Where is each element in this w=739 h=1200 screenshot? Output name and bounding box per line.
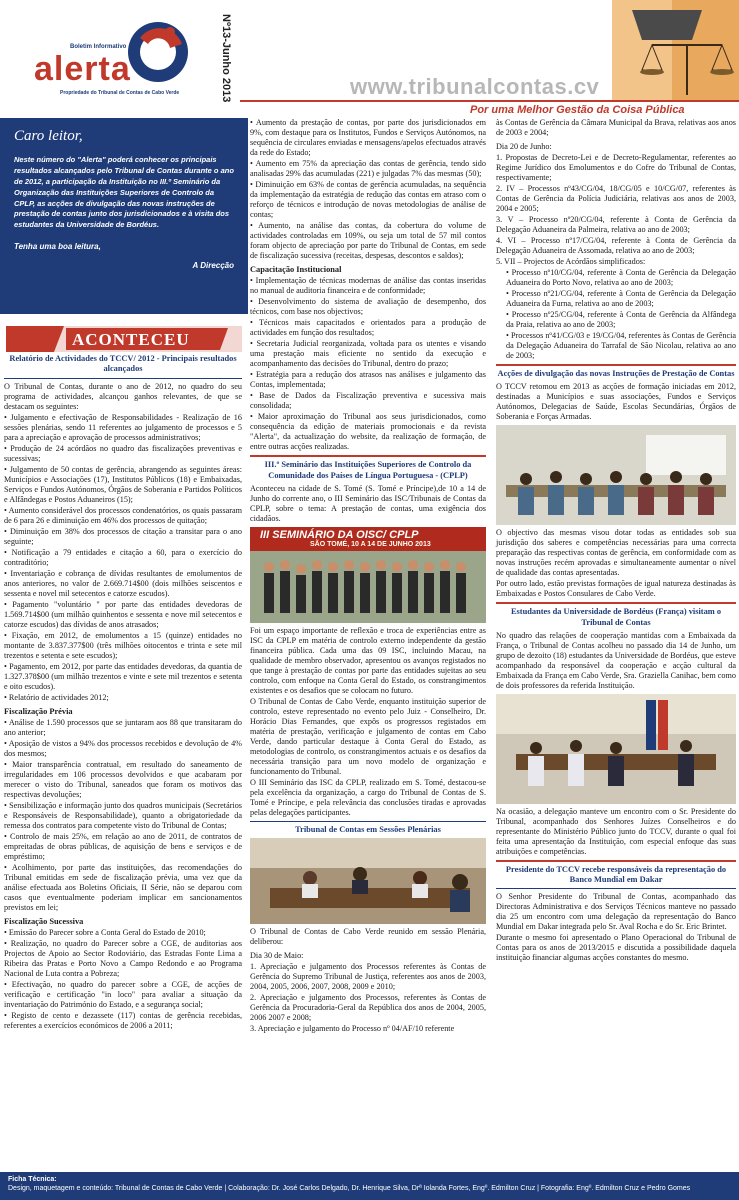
column-2	[250, 118, 486, 1035]
list-item: • Aposição de vistos a 94% dos processos recebidos e devolução de 4% dos mesmos;	[4, 738, 242, 758]
list-item: • Técnicos mais capacitados e orientados para a produção de actividades em função dos resultados;	[250, 318, 486, 338]
list-item: • Controlo de mais 25%, em relação ao ano de 2011, de contratos de empreitadas de obras públicas, de aquisição de bens e serviços e de empréstimo;	[4, 831, 242, 861]
seminar-photo-sub: SÃO TOMÉ, 10 A 14 DE JUNHO 2013	[310, 540, 431, 548]
editorial-signature: A Direcção	[192, 260, 234, 270]
plenary-cont: às Contas de Gerência da Câmara Municipal da Brava, relativas aos anos de 2003 e 2004;	[496, 118, 736, 137]
prev-list	[4, 718, 242, 913]
bordeaux-p2: Na ocasião, a delegação manteve um encontro com o Sr. Presidente do Tribunal, acompanhado dos Senhores Juízes Conselheiros e do representante do Ministério Público junto do TCCV, durante o qual foi feita uma apresentação da Instituição, com especial enfoque das suas atribuições e competências.	[496, 806, 736, 856]
masthead	[0, 0, 739, 118]
plenary-date-2: Dia 20 de Junho:	[496, 142, 552, 151]
logo-sub: Propriedade do Tribunal de Contas de Cabo Verde	[60, 90, 180, 96]
worldbank-title: Presidente do TCCV recebe responsáveis da representação do Banco Mundial em Dakar	[505, 864, 727, 884]
list-item: • Julgamento e efectivação de Responsabilidades - Realização de 16 sessões plenárias, sendo 11 referentes ao julgamento de processos e 5 para a apreciação e aprovação de processos administrativos;	[4, 412, 242, 442]
list-item: • Maior aproximação do Tribunal aos seus jurisdicionados, como consequência da edição de materiais promocionais e da revista "Alerta", da actualização do website, da realização de formação, de entre outras acções realizadas.	[250, 412, 486, 452]
plenary-photo	[250, 838, 486, 924]
divider	[250, 455, 486, 457]
divulgation-p3: Por outro lado, estão previstas formações de igual natureza destinadas às Embaixadas e Postos Consulares de Cabo Verde.	[496, 579, 736, 599]
plenary-p1: O Tribunal de Contas de Cabo Verde reunido em sessão Plenária, deliberou:	[250, 927, 486, 946]
list-item: • Fixação, em 2012, de emolumentos a 15 (quinze) entidades no montante de 3.837.377$00 (três milhões oitocentos e trinta e sete mil trezentos e setenta e sete escudos);	[4, 630, 242, 660]
divider	[4, 378, 242, 379]
list-item: • Pagamento "voluntário " por parte das entidades devedoras de 1.569.714$00 (um milhão quinhentos e sessenta e nove mil setecentos e catorze escudos) das dívidas de anos atrasados;	[4, 599, 242, 629]
editorial-body: Neste número do "Alerta" poderá conhecer os principais resultados alcançados pelo Tribunal de Contas durante o ano de 2012, a participação da Instituição no III.º Seminário da Organização das Instituições Superiores de Controlo da CPLP, as acções de divulgação das novas instruções de prestação de contas junto dos jurisdicionados e à visita dos estudantes da Universidade de Bordéus.	[14, 155, 234, 230]
seminar-title: III.º Seminário das Instituições Superiores de Controlo da Comunidade dos Países de Língua Portuguesa - (CPLP)	[264, 460, 472, 480]
plenary-title: Tribunal de Contas em Sessões Plenárias	[295, 824, 441, 834]
list-item: • Acolhimento, por parte das instituições, das recomendações do Tribunal emitidas em sede de fiscalização prévia, uma vez que da análise efectuada aos Boletins Oficiais, II Série, não se deparou com casos que eventualmente poderiam implicar em sancionamentos previstos em lei;	[4, 862, 242, 912]
plenary-list	[250, 962, 486, 1034]
succ-title: Fiscalização Sucessiva	[4, 916, 84, 926]
list-item: • Processo nº10/CG/04, referente à Conta de Gerência da Delegação Aduaneira do Porto Novo, relativa ao ano de 2003;	[506, 268, 736, 287]
list-item: • Produção de 24 acórdãos no quadro das fiscalizações preventivas e sucessivas;	[4, 443, 242, 463]
list-item: • Análise de 1.590 processos que se juntaram aos 88 que transitaram do ano anterior;	[4, 717, 242, 737]
seminar-p4: O III Seminário das ISC da CPLP, realizado em S. Tomé, destacou-se pela excelência da organização, a cargo do Tribunal de Contas de S. Tomé e Príncipe, e pela relevância das conclusões tiradas e aprovadas pelas delegações participantes.	[250, 777, 486, 817]
list-item: • Efectivação, no quadro do parecer sobre a CGE, de acções de verificação e certificação "in loco" para avaliar a situação da inventariação do Património do Estado, e a segurança social;	[4, 980, 242, 1009]
list-item: • Aumento em 75% da apreciação das contas de gerência, tendo sido analisadas 29% das acumuladas (221) e julgadas 7% das mesmas (50);	[250, 159, 486, 178]
plenary-list-2	[496, 153, 736, 267]
header-rule	[240, 100, 739, 102]
training-photo	[496, 425, 736, 525]
cap-title: Capacitação Institucional	[250, 265, 342, 274]
list-item: • Notificação a 79 entidades e citação a 60, para o exercício do contraditório;	[4, 547, 242, 567]
list-item: • Desenvolvimento do sistema de avaliação de desempenho, dos técnicos, com base nos objectivos;	[250, 297, 486, 317]
section-banner-label: ACONTECEU	[72, 330, 190, 349]
list-item: • Relatório de actividades 2012;	[4, 692, 109, 702]
list-item: 1. Propostas de Decreto-Lei e de Decreto-Regulamentar, referentes ao Regime Jurídico dos Emolumentos e do Cofre do Tribunal de Contas, respectivamente;	[496, 153, 736, 182]
list-item: 4. VI – Processo nº17/CG/04, referente à Conta de Gerência da Delegação Aduaneira de Assomada, relativa ao ano de 2003;	[496, 236, 736, 255]
bordeaux-photo	[496, 694, 736, 804]
divulgation-p1: O TCCV retomou em 2013 as acções de formação iniciadas em 2012, destinadas a Municípios e suas associações, Fundos e Serviços Autónomos, Delegacias de Saúde, Escolas Secundárias, Órgãos de Soberania e Forças Armadas.	[496, 382, 736, 422]
plenary-date: Dia 30 de Maio:	[250, 951, 304, 960]
seminar-p2: Foi um espaço importante de reflexão e troca de experiências entre as ISC da CPLP em matéria de controlo externo independente da gestão financeira pública. Cada uma das 09 ISC, incluindo Macau, na qualidade de membro observador, apresentou os avanços registados no que tange à prestação de contas por parte das entidades sujeitas ao seu controlo, com enfoque na Conta Geral do Estado, os constrangimentos existentes e os desafios que se colocam no futuro.	[250, 625, 486, 695]
list-item: 1. Apreciação e julgamento dos Processos referentes às Contas de Gerência do Supremo Tribunal de Justiça, referentes aos anos de 2003, 2004, 2005, 2006, 2007, 2008, 2009 e 2010;	[250, 962, 486, 991]
list-item: • Processo nº21/CG/04, referente à Conta de Gerência da Delegação Aduaneira da Furna, relativa ao ano de 2003;	[506, 289, 736, 308]
list-item: • Inventariação e cobrança de dívidas resultantes de emolumentos de anos anteriores, no valor de 2.669.714$00 (dois milhões seiscentos e sessenta e novel mil setecentos e catorze escudos).	[4, 568, 242, 598]
divulgation-p2: O objectivo das mesmas visou dotar todas as entidades sob sua jurisdição dos saberes e competências necessárias para uma correcta preparação das respectivas contas de gerência, em conformidade com as novas instruções recém aprovadas e simultaneamente aumentar o nível de qualidade das contas apresentadas.	[496, 528, 736, 578]
report-list	[4, 413, 242, 703]
divulgation-title: Acções de divulgação das novas Instruções de Prestação de Contas	[497, 369, 735, 378]
tagline: Por uma Melhor Gestão da Coisa Pública	[470, 104, 685, 116]
list-item: • Realização, no quadro do Parecer sobre a CGE, de auditorias aos Projectos de Apoio ao Sector Rodoviário, das Estradas Fonte Lima a Ribeira das Pratas e Porto Novo a Campo Redondo e ao Programa Nacional de Luta contra a Pobreza;	[4, 939, 242, 978]
worldbank-p1: O Senhor Presidente do Tribunal de Contas, acompanhado das Directoras Administrativa e dos Serviços Técnicos manteve no passado dia 25 um encontro com uma delegação da representação do Banco Mundial em Dakar integrada pelo Sr. Aval Rocha e do Sr. Eric Brintet.	[496, 892, 736, 932]
editorial-greeting: Caro leitor,	[14, 128, 83, 144]
column-1	[4, 352, 242, 1032]
seminar-p3: O Tribunal de Contas de Cabo Verde, enquanto instituição superior de controlo, esteve representado no evento pelo Juiz - Conselheiro, Dr. Horácio Dias Fernandes, que expôs os progressos registados em matéria de prestação, verificação e julgamento de contas em Cabo Verde, dando particular destaque à Conta Geral do Estado, as metodologias de controlo, os constrangimentos actuais e os desafios da necessária transição para um novo modelo de organização e funcionamento do Tribunal.	[250, 696, 486, 776]
list-item: • Aumento da prestação de contas, por parte dos jurisdicionados em 9%, com destaque para os Institutos, Fundos e Serviços Autónomos, na sequência de circulares enviadas e mensagens/apelos efectuados através da rede do Estado;	[250, 118, 486, 157]
footer-credits: Design, maquetagem e conteúdo: Tribunal de Contas de Cabo Verde | Colaboração: Dr. José Carlos Delgado, Dr. Henrique Silva, Drª Iolanda Fortes, Engº. Edmilton Cruz | Fotografia: Engº. Edmilton Cruz e Pedro Gomes	[8, 1185, 691, 1193]
report-title: Relatório de Actividades do TCCV/ 2012 - Principais resultados alcançados	[9, 354, 237, 374]
column-3	[496, 118, 736, 964]
divider	[496, 888, 736, 889]
list-item: 2. IV – Processos nº43/CG/04, 18/CG/05 e 10/CG/07, referentes às Contas de Gerência da Polícia Judiciária, relativas aos anos de 2003, 2004 e 2005;	[496, 184, 736, 213]
cap-list	[250, 276, 486, 452]
prev-title: Fiscalização Prévia	[4, 706, 73, 716]
list-item: • Diminuição em 38% dos processos de citação a transitar para o ano seguinte;	[4, 526, 242, 546]
list-item: • Aumento, na análise das contas, da cobertura do volume de actividades controladas em 109%, ou seja um total de 57 mil contos foram objecto de apreciação por parte do Tribunal de Contas, em sede de fiscalização sucessiva (receitas, despesas, descontos e saldos);	[250, 221, 486, 260]
divider	[496, 364, 736, 366]
succ-list	[4, 928, 242, 1031]
list-item: • Implementação de técnicas modernas de análise das contas inseridas no manual de auditoria financeira e de conformidade;	[250, 276, 486, 296]
list-item: • Estratégia para a redução dos atrasos nas análises e julgamento das Contas, implementada;	[250, 370, 486, 390]
list-item: • Maior transparência contratual, em resultado do saneamento de irregularidades em 106 processos devolvidos e que acabaram por merecer o visto do Tribunal, saneados que foram os motivos das respectivas devoluções;	[4, 759, 242, 799]
list-item: 5. VII – Projectos de Acórdãos simplificados:	[496, 257, 646, 266]
list-item: 3. Apreciação e julgamento do Processo nº 04/AF/10 referente	[250, 1024, 455, 1033]
list-item: • Registo de cento e dezassete (117) contas de gerência recebidas, referentes a exercícios económicos de 2006 a 2011;	[4, 1011, 242, 1030]
seminar-photo	[250, 527, 486, 623]
bordeaux-title: Estudantes da Universidade de Bordéus (França) visitam o Tribunal de Contas	[510, 607, 722, 627]
logo-small: Boletim Informativo	[70, 44, 127, 50]
results-list	[250, 118, 486, 261]
issue-number: Nº13-Junho 2013	[220, 14, 232, 103]
list-item: 2. Apreciação e julgamento dos Processos, referentes às Contas de Gerência da Procuradoria-Geral da República dos anos de 2004, 2005, 2006 2007 e 2008;	[250, 993, 486, 1022]
list-item: • Processos nº41/CG/03 e 19/CG/04, referentes às Contas de Gerência da Delegação Aduaneira do Tarrafal de São Nicolau, relativa ao ano de 2003;	[506, 331, 736, 360]
list-item: • Sensibilização e informação junto dos quadros municipais (Secretários e Responsáveis de Responsabilidade), quanto a obrigatoriedade da remessa dos contratos para competente visto do Tribunal de Contas;	[4, 800, 242, 830]
list-item: • Emissão do Parecer sobre a Conta Geral do Estado de 2010;	[4, 928, 206, 937]
list-item: • Secretaria Judicial reorganizada, voltada para os utentes e visando uma prestação mais eficiente no sentido da execução e acompanhamento das decisões do Tribunal, dentro do prazo;	[250, 339, 486, 369]
list-item: • Base de Dados da Fiscalização preventiva e sucessiva mais consolidada;	[250, 391, 486, 411]
divider	[496, 860, 736, 862]
seminar-photo-banner: III SEMINÁRIO DA OISC/ CPLP	[260, 528, 419, 541]
list-item: • Pagamento, em 2012, por parte das entidades devedoras, da quantia de 1.327.378$00 (um milhão trezentos e vinte e sete mil trezentos e setenta e oito escudos).	[4, 661, 242, 691]
list-item: • Diminuição em 63% de contas de gerência acumuladas, na sequência da implementação da estratégia de redução das contas em atraso com o reforço de técnicos e introdução de novas metodologias de análise de contas;	[250, 180, 486, 219]
bordeaux-p1: No quadro das relações de cooperação mantidas com a Embaixada da França, o Tribunal de Contas acolheu no passado dia 14 de Junho, um grupo de dezoito (18) estudantes da Universidade de Bordéus, que esteve acompanhado da responsável da cooperação e acção cultural da Embaixada da França em Cabo Verde, Sra. Graziella Canihac, bem como de dois professores da referida Instituição.	[496, 630, 736, 690]
footer-label: Ficha Técnica:	[8, 1176, 57, 1183]
seminar-p1: Aconteceu na cidade de S. Tomé (S. Tomé e Príncipe),de 10 a 14 de Junho do corrente ano, o III Seminário das ISC/Tribunais de Contas da CPLP, sobre o tema: A prestação de contas, uma exigência dos cidadãos.	[250, 483, 486, 523]
report-lead: O Tribunal de Contas, durante o ano de 2012, no quadro do seu programa de actividades, alcançou ganhos relevantes, de que se destacam os seguintes:	[4, 381, 242, 411]
credits-footer	[0, 1172, 739, 1200]
plenary-sublist	[496, 268, 736, 361]
divider	[250, 821, 486, 822]
justice-statue-illustration	[612, 0, 739, 100]
list-item: 3. V – Processo nº20/CG/04, referente à Conta de Gerência da Delegação Aduaneira da Palmeira, relativa ao ano de 2003;	[496, 215, 736, 234]
group-people-illustration	[250, 551, 486, 623]
list-item: • Processo nº25/CG/04, referente à Conta de Gerência da Alfândega da Praia, relativa ao ano de 2003;	[506, 310, 736, 329]
list-item: • Aumento considerável dos processos condenatórios, os quais passaram de 6 para 26 e diminuição em 46% dos processos de quitação;	[4, 505, 242, 525]
logo-name: alerta	[34, 50, 131, 88]
website-url[interactable]: www.tribunalcontas.cv	[350, 74, 600, 99]
worldbank-p2: Durante o mesmo foi apresentado o Plano Operacional do Tribunal de Contas para os anos de 2013/2015 e discutida a possibilidade daquela instituição financiar algumas acções constantes do mesmo.	[496, 933, 736, 963]
editorial-closing: Tenha uma boa leitura,	[14, 242, 101, 252]
divider	[496, 602, 736, 604]
list-item: • Julgamento de 50 contas de gerência, abrangendo as seguintes áreas: Municípios e Associações (17), Institutos Públicos (18) e Embaixadas, Serviços e Fundos Autónomos, Órgãos de Soberania e Partidos Políticos e Alfândegas e Postos Aduaneiros (15);	[4, 464, 242, 504]
editorial-box	[0, 118, 248, 314]
